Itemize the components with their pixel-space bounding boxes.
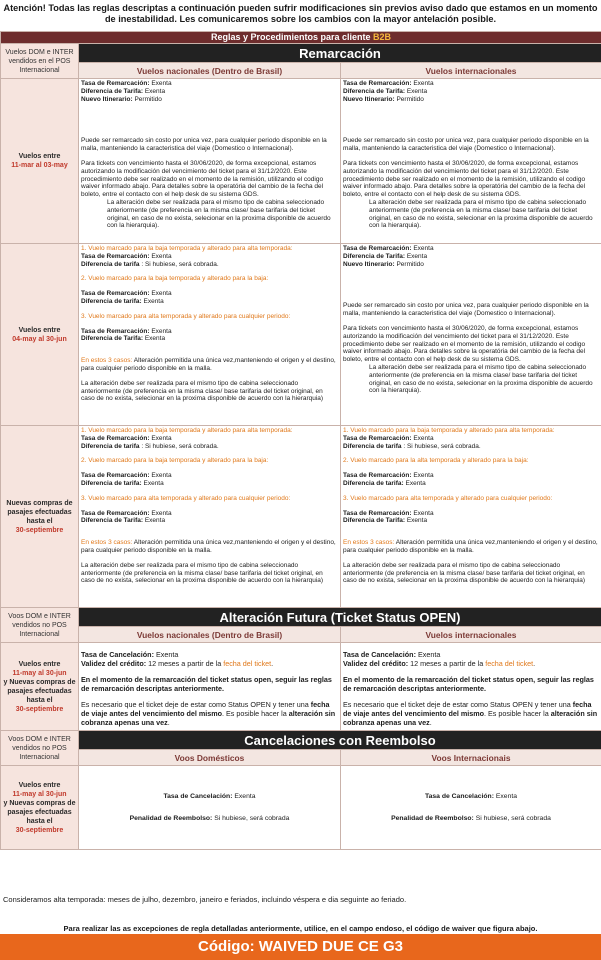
remarc-int-2: Tasa de Remarcación: Exenta Diferencia de Tarifa: Exenta Nuevo Itinerario: Permitido Puede ser remarcado sin costo por unica vez, para cualquier periodo disponible en la malla, manteniendo la caracteristica del viaje (Domestico o Internacional). Para tickets con vencimiento hasta el 30/06/2020, de forma excepcional, estamos autorizando la modificación del vencimiento del ticket para el 31/12/2020. Este procedimiento debe ser realizado en el momento de la remisión, utilizando el codigo waiver informado abajo. Para detalles sobre la operatória del cambio de la fecha del boleto, entre el contacto con el help desk de su sistema GDS. La alteración debe ser realizada para el mismo tipo de cabina seleccionado anteriormente (de preferencia en la misma clase/ base tarifaria del ticket original, en caso de no exista, selecionar en la proxima disponible de acuerdo con la hierarquia). [341, 244, 601, 426]
waiver-instructions: Para realizar las as excepciones de regla detalladas anteriormente, utilice, en el campo endoso, el código de waiver que figura abajo. [63, 924, 538, 933]
alta-temporada-note: Consideramos alta temporada: meses de julho, dezembro, janeiro e feriados, incluindo véspera e dia seguinte ao feriado. [3, 895, 407, 904]
col-open-internacionales: Vuelos internacionales [341, 627, 601, 643]
remarc-row-1 [1, 79, 601, 244]
rules-header: Reglas y Procedimientos para cliente B2B [1, 32, 601, 44]
cancel-nat: Tasa de Cancelación: Exenta Penalidad de Reembolso: Si hubiese, será cobrada [79, 766, 341, 850]
alert-notice: Atención! Todas las reglas descriptas a continuación pueden sufrir modificaciones sin previos aviso dado que estamos en un momento de inestabilidad. Les comunicaremos sobre los cambios con la mayor antelación posible. [3, 3, 598, 24]
remarc-nat-3: 1. Vuelo marcado para la baja temporada y alterado para alta temporada: Tasa de Remarcación: Exenta Diferencia de tarifa : Si hubiese, será cobrada. 2. Vuelo marcado para la baja temporada y alterado para la baja: Tasa de Remarcación: Exenta Diferencia de tarifa: Exenta 3. Vuelo marcado para alta temporada y alterado para cualquier periodo: Tasa de Remarcación: Exenta Diferencia de Tarifa: Exenta En estos 3 casos: Alteración permitida una única vez,manteniendo el origen y el destino, para cualquier periodo disponible en la malla. La alteración debe ser realizada para el mismo tipo de cabina seleccionado anteriormente (de preferencia en la misma clase/ base tarifaria del ticket original, en caso de no exista, selecionar en la proxima disponible de acuerdo con la hierarquia) [79, 426, 341, 608]
cancel-int: Tasa de Cancelación: Exenta Penalidad de Reembolso: Si hubiese, será cobrada [341, 766, 601, 850]
remarc-nat-1: Tasa de Remarcación: Exenta Diferencia de Tarifa: Exenta Nuevo Itinerario: Permitido Puede ser remarcado sin costo por unica vez, para cualquier periodo disponible en la malla, manteniendo la caracteristica del viaje (Domestico o Internacional). Para tickets con vencimiento hasta el 30/06/2020, de forma excepcional, estamos autorizando la modificación del vencimiento del ticket para el 31/12/2020. Este procedimiento debe ser realizado en el momento de la remisión, utilizando el codigo waiver informado abajo. Para detalles sobre la operatória del cambio de la fecha del boleto, entre el contacto con el help desk de su sistema GDS. La alteración debe ser realizada para el mismo tipo de cabina seleccionado anteriormente (de preferencia en la misma clase/ base tarifaria del ticket original, en caso de no exista, selecionar en la proxima disponible de acuerdo con la hierarquia). [79, 79, 341, 244]
remarc-row-3 [1, 426, 601, 608]
b2b-badge: B2B [373, 32, 392, 42]
category-remarcacion: Vuelos DOM e INTER vendidos en el POS Internacional [1, 44, 79, 79]
row-label-3: Nuevas compras de pasajes efectuadas hasta el 30-septiembre [1, 426, 79, 608]
col-internacionales: Vuelos internacionales [341, 63, 601, 79]
remarc-nat-2: 1. Vuelo marcado para la baja temporada y alterado para alta temporada: Tasa de Remarcación: Exenta Diferencia de tarifa : Si hubiese, será cobrada. 2. Vuelo marcado para la baja temporada y alterado para la baja: Tasa de Remarcación: Exenta Diferencia de tarifa: Exenta 3. Vuelo marcado para alta temporada y alterado para cualquier periodo: Tasa de Remarcación: Exenta Diferencia de Tarifa: Exenta En estos 3 casos: Alteración permitida una única vez,manteniendo el origen y el destino, para cualquier periodo disponible en la malla. La alteración debe ser realizada para el mismo tipo de cabina seleccionado anteriormente (de preferencia en la misma clase/ base tarifaria del ticket original, en caso de no exista, selecionar en la proxima disponible de acuerdo con la hierarquia) [79, 244, 341, 426]
row-label-2: Vuelos entre 04-may al 30-jun [1, 244, 79, 426]
cancel-row-label: Vuelos entre 11-may al 30-jun y Nuevas compras de pasajes efectuadas hasta el 30-septiembre [1, 766, 79, 850]
category-open: Voos DOM e INTER vendidos no POS Internacional [1, 608, 79, 643]
rules-header-row [1, 32, 601, 44]
rules-table [0, 31, 601, 850]
open-row [1, 643, 601, 731]
section-title-open: Alteración Futura (Ticket Status OPEN) [79, 608, 601, 627]
open-nat: Tasa de Cancelación: Exenta Validez del crédito: 12 meses a partir de la fecha del ticket. En el momento de la remarcación del ticket status open, seguir las reglas de remarcación descriptas anteriormente. Es necesario que el ticket deje de estar como Status OPEN y tener una fecha de viaje antes del vencimiento del mismo. Es posible hacer la alteración sin cobranza apenas una vez. [79, 643, 341, 731]
waiver-code: Código: WAIVED DUE CE G3 [0, 934, 601, 960]
col-internacionais: Voos Internacionais [341, 750, 601, 766]
open-int: Tasa de Cancelación: Exenta Validez del crédito: 12 meses a partir de la fecha del ticket. En el momento de la remarcación del ticket status open, seguir las reglas de remarcación descriptas anteriormente. Es necesario que el ticket deje de estar como Status OPEN y tener una fecha de viaje antes del vencimiento del mismo. Es posible hacer la alteración sin cobranza apenas una vez. [341, 643, 601, 731]
col-domesticos: Voos Domésticos [79, 750, 341, 766]
category-cancel: Voos DOM e INTER vendidos no POS Internacional [1, 731, 79, 766]
remarc-int-3: 1. Vuelo marcado para la baja temporada y alterado para alta temporada: Tasa de Remarcación: Exenta Diferencia de tarifa : Si hubiese, será cobrada. 2. Vuelo marcado para la alta temporada y alterado para la baja: Tasa de Remarcación: Exenta Diferencia de tarifa: Exenta 3. Vuelo marcado para alta temporada y alterado para cualquier periodo: Tasa de Remarcación: Exenta Diferencia de Tarifa: Exenta En estos 3 casos: Alteración permitida una única vez,manteniendo el origen y el destino, para cualquier periodo disponible en la malla. La alteración debe ser realizada para el mismo tipo de cabina seleccionado anteriormente (de preferencia en la misma clase/ base tarifaria del ticket original, en caso de no exista, selecionar en la proxima disponible de acuerdo con la hierarquia) [341, 426, 601, 608]
section-title-remarcacion: Remarcación [79, 44, 601, 63]
remarc-row-2 [1, 244, 601, 426]
cancel-row [1, 766, 601, 850]
col-open-nacionales: Vuelos nacionales (Dentro de Brasil) [79, 627, 341, 643]
remarc-int-1: Tasa de Remarcación: Exenta Diferencia de Tarifa: Exenta Nuevo Itinerario: Permitido Puede ser remarcado sin costo por unica vez, para cualquier periodo disponible en la malla, manteniendo la caracteristica del viaje (Domestico o Internacional). Para tickets con vencimiento hasta el 30/06/2020, de forma excepcional, estamos autorizando la modificación del vencimiento del ticket para el 31/12/2020. Este procedimiento debe ser realizado en el momento de la remisión, utilizando el codigo waiver informado abajo. Para detalles sobre la operatória del cambio de la fecha del boleto, entre el contacto con el help desk de su sistema GDS. La alteración debe ser realizada para el mismo tipo de cabina seleccionado anteriormente (de preferencia en la misma clase/ base tarifaria del ticket original, en caso de no exista, selecionar en la proxima disponible de acuerdo con la hierarquia). [341, 79, 601, 244]
section-title-cancel: Cancelaciones con Reembolso [79, 731, 601, 750]
open-row-label: Vuelos entre 11-may al 30-jun y Nuevas compras de pasajes efectuadas hasta el 30-septiembre [1, 643, 79, 731]
row-label-1: Vuelos entre 11-mar al 03-may [1, 79, 79, 244]
col-nacionales: Vuelos nacionales (Dentro de Brasil) [79, 63, 341, 79]
